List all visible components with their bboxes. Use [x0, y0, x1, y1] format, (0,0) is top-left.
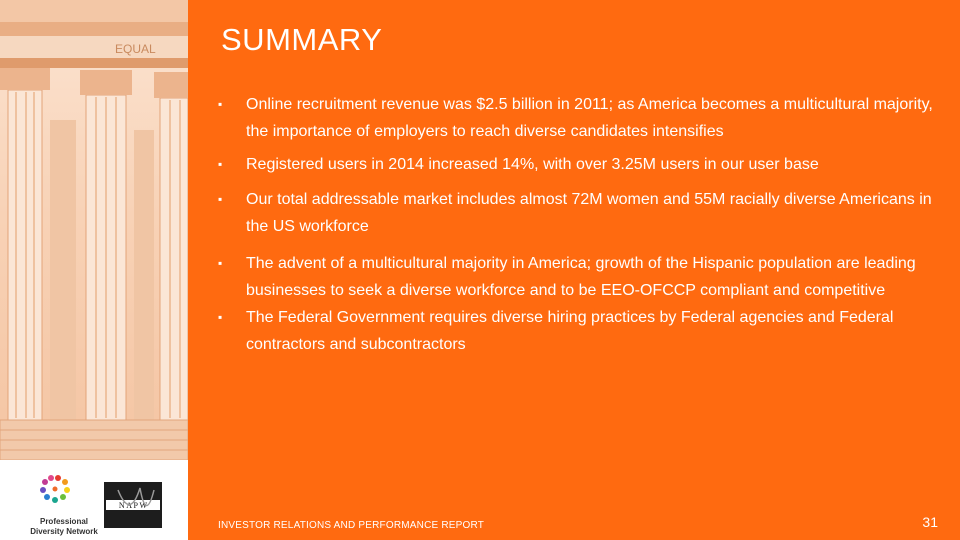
frieze-text: EQUAL	[115, 42, 156, 56]
pdn-dots-icon	[40, 475, 70, 503]
bullet-item: ▪ The advent of a multicultural majority in America; growth of the Hispanic population are leading businesses to seek a diverse workforce and to be EEO-OFCCP compliant and competitive	[218, 250, 938, 304]
pdn-logo-line1: Professional	[39, 517, 89, 526]
napw-logo-text: N A P W	[118, 501, 148, 510]
courthouse-photo	[0, 0, 188, 540]
courthouse-illustration	[0, 0, 188, 460]
napw-logo	[104, 482, 162, 528]
bullet-item: ▪ Our total addressable market includes almost 72M women and 55M racially diverse Americans in the US workforce	[218, 186, 938, 240]
bullet-list	[218, 91, 938, 358]
page-number: 31	[922, 514, 938, 530]
slide-title: SUMMARY	[221, 22, 383, 57]
bullet-item: ▪ Registered users in 2014 increased 14%, with over 3.25M users in our user base	[218, 151, 938, 178]
logo-area	[0, 460, 188, 540]
bullet-item: ▪ The Federal Government requires diverse hiring practices by Federal agencies and Federal contractors and subcontractors	[218, 304, 938, 358]
footer-text: INVESTOR RELATIONS AND PERFORMANCE REPORT	[218, 520, 485, 531]
bullet-item: ▪ Online recruitment revenue was $2.5 billion in 2011; as America becomes a multicultural majority, the importance of employers to reach diverse candidates intensifies	[218, 91, 938, 145]
slide-content	[188, 0, 960, 540]
pdn-logo	[30, 475, 98, 536]
pdn-logo-line2: Diversity Network	[30, 527, 98, 536]
